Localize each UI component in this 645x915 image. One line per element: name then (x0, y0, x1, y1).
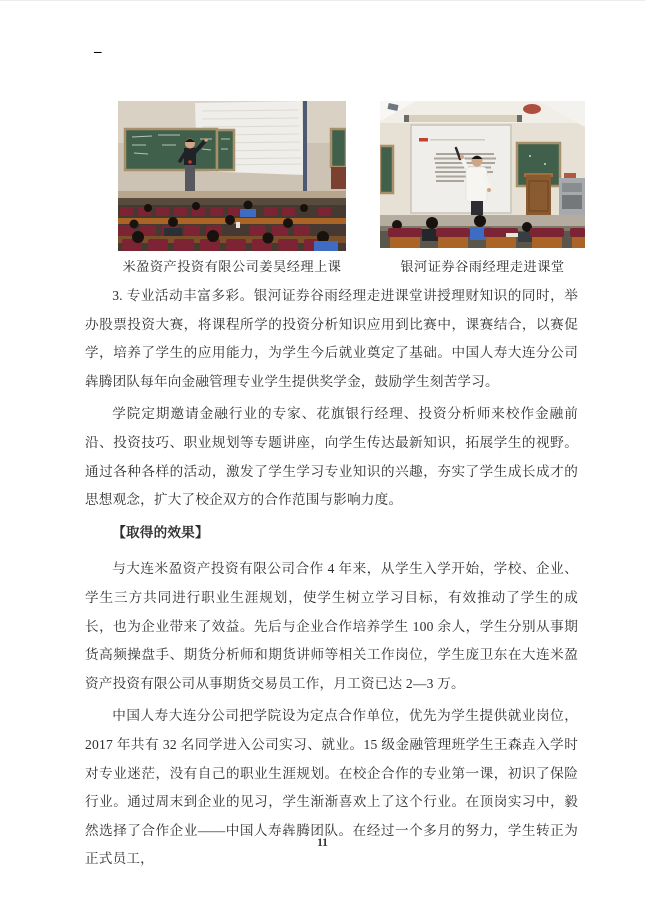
photo-miying-lecture (118, 101, 346, 251)
paragraph-chinalife-cooperation: 中国人寿大连分公司把学院设为定点合作单位，优先为学生提供就业岗位，2017 年共有 32 名同学进入公司实习、就业。15 级金融管理班学生王森垚入学时对专业迷茫，没有自己的职业生涯规划。在校企合作的专业第一课，初识了保险行业。通过周末到企业的见习，学生渐渐喜欢上了这个行业。在顶岗实习中，毅然选择了合作企业——中国人寿犇腾团队。在经过一个多月的努力，学生转正为正式员工， (85, 708, 578, 867)
photo-caption-left: 米盈资产投资有限公司姜昊经理上课 (122, 259, 342, 274)
section-header-achievements: 【取得的效果】 (112, 524, 209, 540)
paragraph-expert-lectures: 学院定期邀请金融行业的专家、花旗银行经理、投资分析师来校作金融前沿、投资技巧、职业规划等专题讲座，向学生传达最新知识，拓展学生的视野。通过各种各样的活动，激发了学生学习专业知识的兴趣，夯实了学生成长成才的思想观念，扩大了校企双方的合作范围与影响力度。 (85, 406, 578, 508)
classroom-photo-right-image (380, 101, 585, 248)
dash-mark: – (94, 44, 102, 60)
paragraph-professional-activities: 3. 专业活动丰富多彩。银河证券谷雨经理走进课堂讲授理财知识的同时，举办股票投资大赛，将课程所学的投资分析知识应用到比赛中，课赛结合，以赛促学，培养了学生的应用能力，为学生今后就业奠定了基础。中国人寿大连分公司犇腾团队每年向金融管理专业学生提供奖学金，鼓励学生刻苦学习。 (85, 288, 578, 389)
classroom-photo-left-image (118, 101, 346, 251)
photo-caption-right: 银河证券谷雨经理走进课堂 (400, 259, 565, 274)
photo-yinhe-lecture (380, 101, 585, 248)
page-number: 11 (317, 837, 328, 849)
paragraph-miying-cooperation: 与大连米盈资产投资有限公司合作 4 年来，从学生入学开始，学校、企业、学生三方共同进行职业生涯规划，使学生树立学习目标，有效推动了学生的成长，也为企业带来了效益。先后与企业合作培养学生 100 余人，学生分别从事期货高频操盘手、期货分析师和期货讲师等相关工作岗位，学生庞卫东在大连米盈资产投资有限公司从事期货交易员工作，月工资已达 2—3 万。 (85, 561, 578, 691)
document-body (85, 282, 578, 878)
